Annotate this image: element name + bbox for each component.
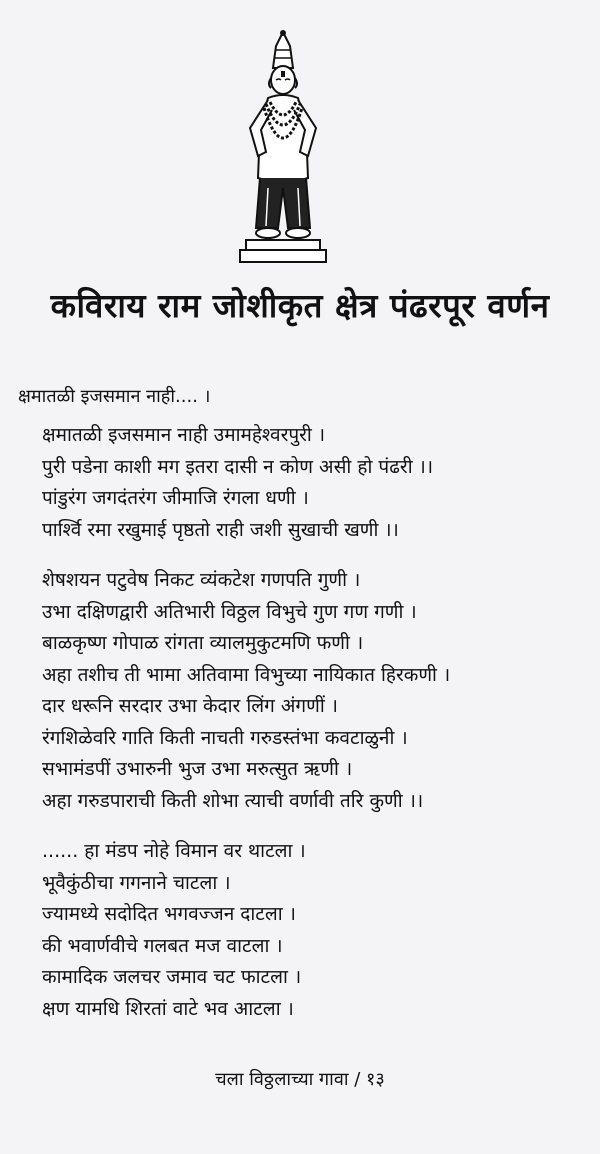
verse-line: दार धरूनि सरदार उभा केदार लिंग अंगणीं । [42, 695, 339, 717]
verse-line: की भवार्णवीचे गलबत मज वाटला । [42, 934, 283, 957]
verse-line: पुरी पडेना काशी मग इतरा दासी न कोण असी हो पंढरी ।। [42, 455, 434, 478]
verse-line: क्षमातळी इजसमान नाही उमामहेश्वरपुरी । [42, 424, 326, 446]
stanza-1 [42, 420, 433, 546]
stanza-3 [42, 836, 306, 1025]
verse-line: पार्श्वि रमा रखुमाई पृष्ठतो राही जशी सुखाची खणी ।। [42, 518, 399, 541]
page-title: कविराय राम जोशीकृत क्षेत्र पंढरपूर वर्णन [50, 286, 550, 325]
verse-line: सभामंडपीं उभारुनी भुज उभा मरुत्सुत ऋणी । [42, 758, 353, 780]
verse-line: उभा दक्षिणद्वारी अतिभारी विठ्ठल विभुचे गुण गण गणी । [42, 600, 417, 623]
verse-line: अहा गरुडपाराची किती शोभा त्याची वर्णावी तरि कुणी ।। [42, 789, 424, 812]
stanza-2 [42, 565, 450, 817]
vitthala-idol-icon [228, 28, 338, 264]
poem-intro-line: क्षमातळी इजसमान नाही.... । [18, 386, 211, 407]
verse-line: क्षण यामधि शिरतां वाटे भव आटला । [42, 997, 294, 1020]
page-footer: चला विठ्ठलाच्या गावा / १३ [215, 1069, 385, 1090]
verse-line: शेषशयन पटुवेष निकट व्यंकटेश गणपति गुणी । [42, 569, 361, 591]
verse-line: भूवैकुंठीचा गगनाने चाटला । [42, 871, 231, 894]
verse-line: ...... हा मंडप नोहे विमान वर थाटला । [42, 840, 306, 862]
verse-line: बाळकृष्ण गोपाळ रांगता व्यालमुकुटमणि फणी । [42, 632, 364, 654]
verse-line: कामादिक जलचर जमाव चट फाटला । [42, 966, 302, 988]
verse-line: पांडुरंग जगदंतरंग जीमाजि रंगला धणी । [42, 487, 309, 509]
verse-line: अहा तशीच ती भामा अतिवामा विभुच्या नायिकात हिरकणी । [42, 663, 451, 686]
verse-line: रंगशिळेवरि गाति किती नाचती गरुडस्तंभा कवटाळुनी । [42, 726, 408, 749]
verse-line: ज्यामध्ये सदोदित भगवज्जन दाटला । [42, 903, 296, 925]
